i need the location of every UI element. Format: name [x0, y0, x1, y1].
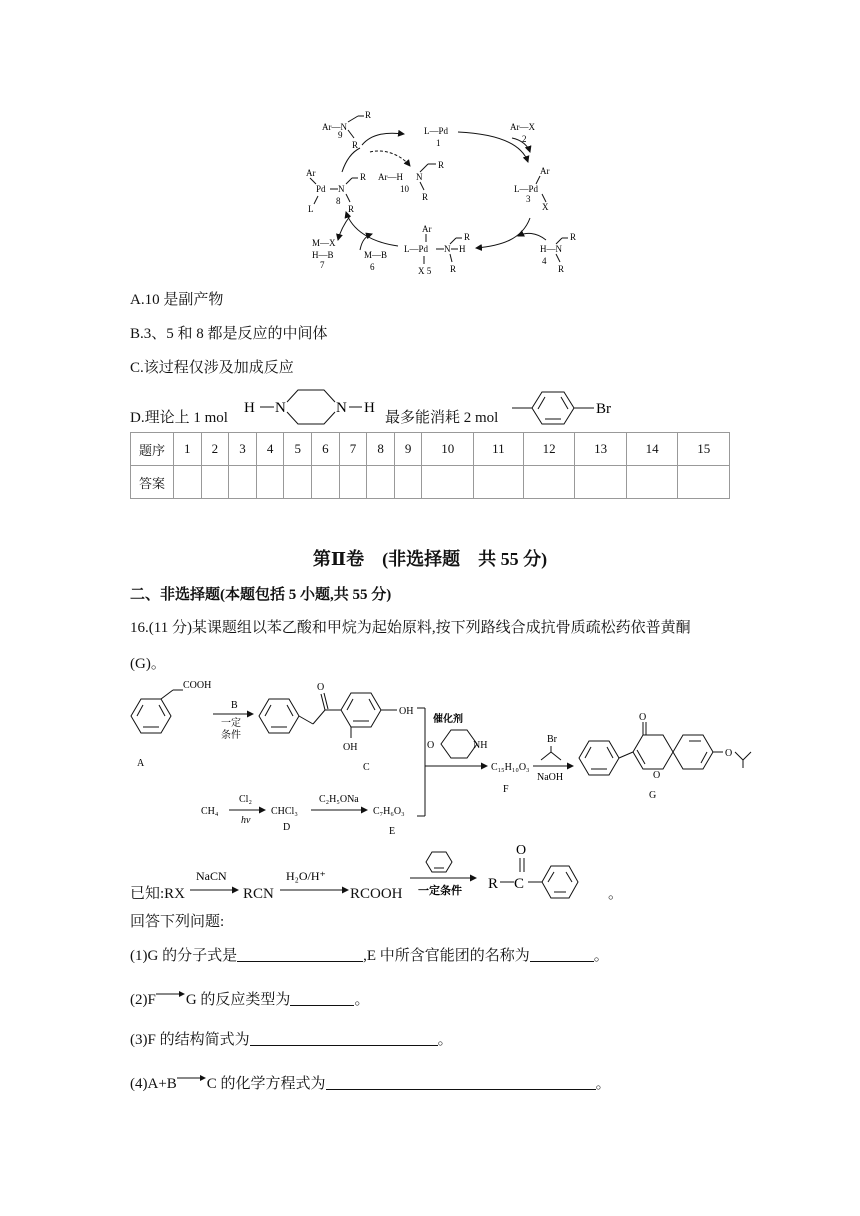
cycle-arrow-1-3	[458, 132, 528, 162]
svg-text:R: R	[348, 204, 355, 214]
answer-prompt: 回答下列问题:	[130, 914, 225, 930]
e-formula: C₇H₆O₃	[373, 806, 405, 817]
answer-cell[interactable]	[422, 466, 474, 499]
svg-text:催化剂: 催化剂	[433, 714, 463, 725]
synthesis-scheme	[125, 680, 755, 840]
cooh: COOH	[183, 680, 212, 691]
section-title: 第Ⅱ卷 (非选择题 共 55 分)	[312, 549, 548, 569]
svg-text:N: N	[338, 184, 345, 194]
cycle-arrow-3-5	[476, 218, 530, 248]
svg-text:R: R	[365, 110, 372, 120]
label-C: C	[363, 762, 370, 773]
svg-text:R: R	[360, 172, 367, 182]
answer-table-header-label: 题序	[131, 433, 174, 466]
svg-text:C: C	[514, 876, 525, 892]
known-rcooh: RCOOH	[350, 886, 403, 902]
label-6: 6	[370, 262, 375, 272]
svg-text:Cl₂: Cl₂	[239, 794, 252, 805]
svg-text:O: O	[653, 770, 661, 781]
subquestion-3: (3)F 的结构简式为 。	[130, 1032, 453, 1048]
answer-cell[interactable]	[201, 466, 229, 499]
svg-text:N: N	[275, 400, 286, 416]
known-end: 。	[608, 886, 624, 902]
svg-text:条件: 条件	[221, 730, 241, 741]
known-prefix: 已知:RX	[130, 886, 186, 902]
svg-text:R: R	[558, 264, 565, 274]
option-c: C.该过程仅涉及加成反应	[130, 360, 294, 376]
label-9: 9	[338, 130, 343, 140]
answer-cell[interactable]	[394, 466, 422, 499]
answer-cell[interactable]	[367, 466, 395, 499]
subquestion-4: (4)A+B C 的化学方程式为 。	[130, 1072, 611, 1094]
svg-text:Ar: Ar	[540, 166, 550, 176]
svg-text:O: O	[639, 712, 647, 723]
svg-text:OH: OH	[343, 742, 358, 753]
svg-text:OH: OH	[399, 706, 414, 717]
label-A: A	[137, 758, 145, 769]
ar-h-10: Ar—H	[378, 172, 403, 182]
svg-text:一定: 一定	[221, 718, 241, 729]
ar-n-9: Ar—N	[322, 122, 347, 132]
dashed-arrow-10	[370, 151, 410, 166]
svg-text:hν: hν	[241, 815, 251, 826]
svg-text:R: R	[438, 160, 445, 170]
answer-cell[interactable]	[339, 466, 367, 499]
piperazine-structure	[240, 384, 380, 430]
q16-stem-line1: 16.(11 分)某课题组以苯乙酸和甲烷为起始原料,按下列路线合成抗骨质疏松药依普黄酮	[130, 620, 691, 636]
reaction-arrow-icon	[177, 1072, 207, 1084]
svg-text:O: O	[516, 843, 527, 858]
cycle-arrow-8-9	[342, 148, 360, 172]
answer-table-answer-label: 答案	[131, 466, 174, 499]
svg-text:L: L	[308, 204, 314, 214]
answer-blank[interactable]	[250, 1031, 438, 1046]
svg-text:B: B	[231, 700, 238, 711]
svg-text:H₂O/H⁺: H₂O/H⁺	[286, 869, 326, 883]
svg-text:X: X	[542, 202, 549, 212]
answer-cell[interactable]	[256, 466, 284, 499]
cycle-arrow-5-8	[346, 212, 398, 246]
label-2: 2	[522, 134, 527, 144]
ar-x-2: Ar—X	[510, 122, 535, 132]
svg-text:R: R	[422, 192, 429, 202]
bromotoluene-structure	[510, 388, 620, 430]
svg-text:C₂H₅ONa: C₂H₅ONa	[319, 794, 359, 805]
svg-text:一定条件: 一定条件	[418, 885, 462, 897]
svg-text:R: R	[450, 264, 457, 274]
svg-text:NaCN: NaCN	[196, 869, 227, 883]
svg-text:O: O	[427, 740, 435, 751]
answer-cell[interactable]	[174, 466, 202, 499]
subquestion-2: (2)F G 的反应类型为 。	[130, 988, 369, 1010]
svg-text:N: N	[444, 244, 451, 254]
answer-table-header-row: 题序 1 2 3 4 5 6 7 8 9 10 11 12 13 14 15	[131, 433, 730, 466]
svg-text:H: H	[364, 400, 375, 416]
answer-cell[interactable]	[284, 466, 312, 499]
label-E: E	[389, 826, 396, 837]
m-b-6: M—B	[364, 250, 388, 260]
svg-text:O: O	[725, 748, 733, 759]
known-arrow-1	[188, 868, 242, 894]
q16-stem-line2: (G)。	[130, 656, 166, 672]
answer-cell[interactable]	[474, 466, 524, 499]
svg-text:R: R	[488, 876, 499, 892]
h-b-7: H—B	[312, 250, 334, 260]
answer-blank[interactable]	[530, 947, 594, 962]
label-1: 1	[436, 138, 441, 148]
arrow-out-7	[338, 216, 350, 240]
svg-text:R: R	[464, 232, 471, 242]
label-7: 7	[320, 260, 325, 270]
label-8: 8	[336, 196, 341, 206]
answer-table-answer-row	[131, 466, 730, 499]
label-3: 3	[526, 194, 531, 204]
option-b: B.3、5 和 8 都是反应的中间体	[130, 326, 328, 342]
answer-cell[interactable]	[678, 466, 730, 499]
answer-table	[130, 432, 730, 499]
arrow-in-4	[518, 233, 546, 240]
section-subtitle: 二、非选择题(本题包括 5 小题,共 55 分)	[130, 587, 392, 603]
svg-text:N: N	[416, 172, 423, 182]
label-4: 4	[542, 256, 547, 266]
known-arrow-2	[278, 866, 352, 894]
f-formula: C₁₅H₁₀O₃	[491, 762, 530, 773]
answer-blank[interactable]	[290, 991, 354, 1006]
m-x-7: M—X	[312, 238, 336, 248]
svg-text:NH: NH	[473, 740, 488, 751]
pd-8: Pd	[316, 184, 326, 194]
label-G: G	[649, 790, 657, 801]
svg-text:CHCl₃: CHCl₃	[271, 806, 298, 817]
label-F: F	[503, 784, 509, 795]
svg-text:Br: Br	[596, 401, 611, 417]
answer-cell[interactable]	[312, 466, 340, 499]
svg-text:N: N	[336, 400, 347, 416]
catalytic-cycle-diagram	[300, 100, 580, 280]
svg-text:Ar: Ar	[306, 168, 316, 178]
arrow-in-2	[512, 138, 530, 152]
label-D: D	[283, 822, 291, 833]
label-10: 10	[400, 184, 409, 194]
answer-blank[interactable]	[237, 947, 363, 962]
svg-text:NaOH: NaOH	[537, 772, 564, 783]
l-pd-1: L—Pd	[424, 126, 449, 136]
svg-text:H: H	[459, 244, 466, 254]
known-arrow-3	[406, 842, 606, 904]
known-rcn: RCN	[243, 886, 274, 902]
subquestion-1: (1)G 的分子式是 ,E 中所含官能团的名称为 。	[130, 948, 609, 964]
reaction-arrow-icon	[156, 988, 186, 1000]
option-a: A.10 是副产物	[130, 292, 224, 308]
option-d-mid: 最多能消耗 2 mol	[385, 410, 499, 426]
answer-blank[interactable]	[326, 1075, 596, 1090]
answer-cell[interactable]	[575, 466, 627, 499]
svg-text:H: H	[244, 400, 255, 416]
answer-cell[interactable]	[626, 466, 678, 499]
pd-3: L—Pd	[514, 184, 539, 194]
svg-text:Br: Br	[547, 734, 557, 745]
x5: X 5	[418, 266, 432, 276]
svg-text:R: R	[352, 140, 359, 150]
answer-cell[interactable]	[523, 466, 575, 499]
svg-text:R: R	[570, 232, 577, 242]
h-n-4: H—N	[540, 244, 562, 254]
answer-cell[interactable]	[229, 466, 257, 499]
svg-text:O: O	[317, 682, 325, 693]
cycle-arrow-9-1	[362, 133, 404, 145]
svg-text:CH₄: CH₄	[201, 806, 219, 817]
pd-5: L—Pd	[404, 244, 429, 254]
svg-text:Ar: Ar	[422, 224, 432, 234]
option-d-prefix: D.理论上 1 mol	[130, 410, 228, 426]
